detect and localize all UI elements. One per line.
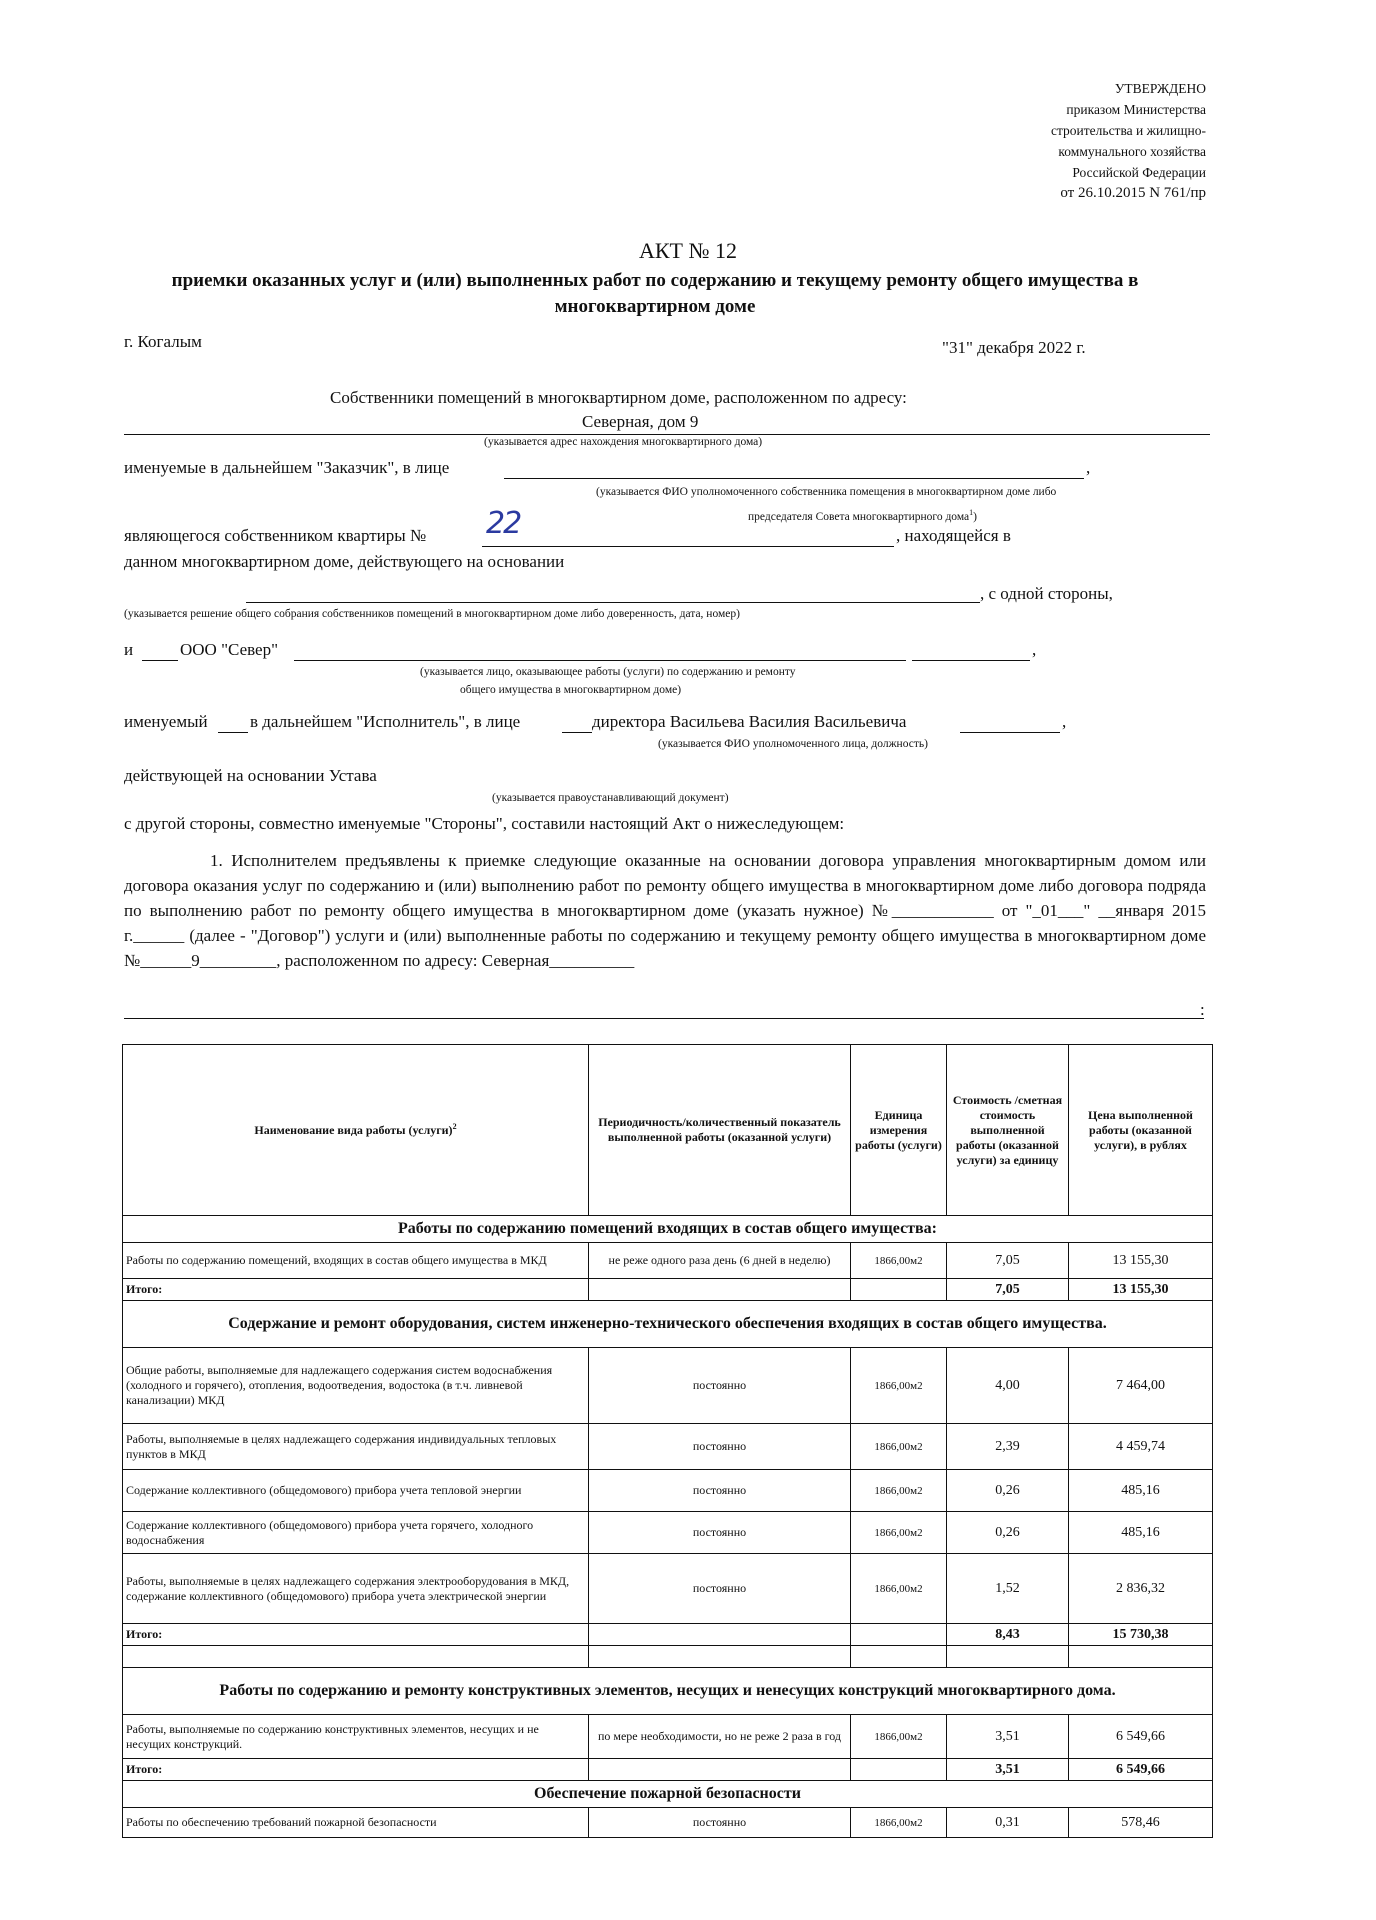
total-row: Итого: 3,51 6 549,66 <box>123 1759 1213 1781</box>
total-row: Итого: 7,05 13 155,30 <box>123 1279 1213 1301</box>
col-header-period: Периодичность/количественный показатель выполненной работы (оказанной услуги) <box>589 1045 851 1216</box>
spacer-row <box>123 1646 1213 1668</box>
table-row: Работы по обеспечению требований пожарной безопасности постоянно 1866,00м2 0,31 578,46 <box>123 1808 1213 1838</box>
customer-hint-1: (указывается ФИО уполномоченного собственника помещения в многоквартирном доме либо <box>596 486 1057 498</box>
executor-name: директора Васильева Василия Васильевича <box>592 712 907 731</box>
apartment-number-handwritten: 22 <box>486 506 521 541</box>
acting-hint: (указывается правоустанавливающий документ) <box>492 792 729 804</box>
col-header-rate: Стоимость /сметная стоимость выполненной работы (оказанной услуги) за единицу <box>947 1045 1069 1216</box>
executor-mid: в дальнейшем "Исполнитель", в лице <box>250 712 521 731</box>
contractor-hint-1: (указывается лицо, оказывающее работы (услуги) по содержанию и ремонту <box>420 666 796 678</box>
works-table <box>122 1044 1213 1838</box>
table-row: Работы, выполняемые по содержанию конструктивных элементов, несущих и не несущих конструкций. по мере необходимости, но не реже 2 раза в год 1866,00м2 3,51 6 549,66 <box>123 1715 1213 1759</box>
table-row: Общие работы, выполняемые для надлежащего содержания систем водоснабжения (холодного и горячего), отопления, водоотведения, водостока (в т.ч. ливневой канализации) МКД постоянно 1866,00м2 4,00 7 464,00 <box>123 1348 1213 1424</box>
table-header-row <box>123 1045 1213 1216</box>
address-hint: (указывается адрес нахождения многоквартирного дома) <box>484 436 763 448</box>
approval-line: приказом Министерства <box>1066 102 1206 117</box>
document-date: "31" декабря 2022 г. <box>942 338 1086 357</box>
and-label: и <box>124 640 134 659</box>
other-side: с другой стороны, совместно именуемые "Стороны", составили настоящий Акт о нижеследующем: <box>124 814 845 833</box>
approval-block <box>1051 78 1206 204</box>
one-side: , с одной стороны, <box>980 584 1113 603</box>
contractor-name: ООО "Север" <box>180 640 279 659</box>
section-header: Работы по содержанию помещений входящих в состав общего имущества: <box>123 1216 1213 1243</box>
approval-line: Российской Федерации <box>1072 165 1206 180</box>
section-header: Содержание и ремонт оборудования, систем инженерно-технического обеспечения входящих в состав общего имущества. <box>123 1301 1213 1348</box>
table-row: Работы, выполняемые в целях надлежащего содержания электрооборудования в МКД, содержание коллективного (общедомового) прибора учета электрической энергии постоянно 1866,00м2 1,52 2 836,32 <box>123 1554 1213 1624</box>
section-header: Обеспечение пожарной безопасности <box>123 1781 1213 1808</box>
document-subtitle: приемки оказанных услуг и (или) выполненных работ по содержанию и текущему ремонту общего имущества в многоквартирном доме <box>171 270 1139 317</box>
city: г. Когалым <box>124 332 202 351</box>
executor-prefix: именуемый <box>124 712 208 731</box>
col-header-unit: Единица измерения работы (услуги) <box>851 1045 947 1216</box>
col-header-price: Цена выполненной работы (оказанной услуги), в рублях <box>1069 1045 1213 1216</box>
table-row: Содержание коллективного (общедомового) прибора учета горячего, холодного водоснабжения постоянно 1866,00м2 0,26 485,16 <box>123 1512 1213 1554</box>
owner-suffix: , находящейся в <box>896 526 1011 545</box>
approval-line: строительства и жилищно- <box>1051 123 1206 138</box>
approval-line: УТВЕРЖДЕНО <box>1114 81 1206 96</box>
section-header: Работы по содержанию и ремонту конструктивных элементов, несущих и ненесущих конструкций многоквартирного дома. <box>123 1668 1213 1715</box>
table-row: Работы, выполняемые в целях надлежащего содержания индивидуальных тепловых пунктов в МКД постоянно 1866,00м2 2,39 4 459,74 <box>123 1424 1213 1470</box>
table-row: Содержание коллективного (общедомового) прибора учета тепловой энергии постоянно 1866,00м2 0,26 485,16 <box>123 1470 1213 1512</box>
table-row: Работы по содержанию помещений, входящих в состав общего имущества в МКД не реже одного раза день (6 дней в неделю) 1866,00м2 7,05 13 155,30 <box>123 1243 1213 1279</box>
owner-prefix: являющегося собственником квартиры № <box>124 526 427 545</box>
customer-hint-2: председателя Совета многоквартирного дома <box>748 510 970 523</box>
approval-line: от 26.10.2015 N 761/пр <box>1060 185 1206 201</box>
contractor-hint-2: общего имущества в многоквартирном доме) <box>460 684 682 696</box>
address-value: Северная, дом 9 <box>582 412 699 431</box>
basis-hint: (указывается решение общего собрания собственников помещений в многоквартирном доме либо доверенность, дата, номер) <box>124 608 740 620</box>
customer-prefix: именуемые в дальнейшем "Заказчик", в лице <box>124 458 450 477</box>
paragraph-1-text: 1. Исполнителем предъявлены к приемке следующие оказанные на основании договора управления многоквартирным домом или договора оказания услуг по содержанию и (или) выполнению работ по ремонту общего имущества в многоквартирном доме либо договора подряда по выполнению работ по ремонту общего имущества в многоквартирном доме (указать нужное) №____________ от "_01___" __января 2015 г.______ (далее - "Договор") услуги и (или) выполненные работы по содержанию и текущему ремонту общего имущества в многоквартирном доме №______9_________, расположенном по адресу: Северная__________ <box>124 851 1206 970</box>
paragraph-1 <box>124 848 1206 973</box>
col-header-name: Наименование вида работы (услуги)$^2$ <box>123 1045 589 1216</box>
acting-basis: действующей на основании Устава <box>124 766 377 785</box>
document-title: АКТ № 12 <box>639 238 737 263</box>
owners-line: Собственники помещений в многоквартирном доме, расположенном по адресу: <box>330 388 907 407</box>
approval-line: коммунального хозяйства <box>1058 144 1206 159</box>
basis-line: данном многоквартирном доме, действующего на основании <box>124 552 565 571</box>
executor-hint: (указывается ФИО уполномоченного лица, должность) <box>658 738 928 750</box>
total-row: Итого: 8,43 15 730,38 <box>123 1624 1213 1646</box>
